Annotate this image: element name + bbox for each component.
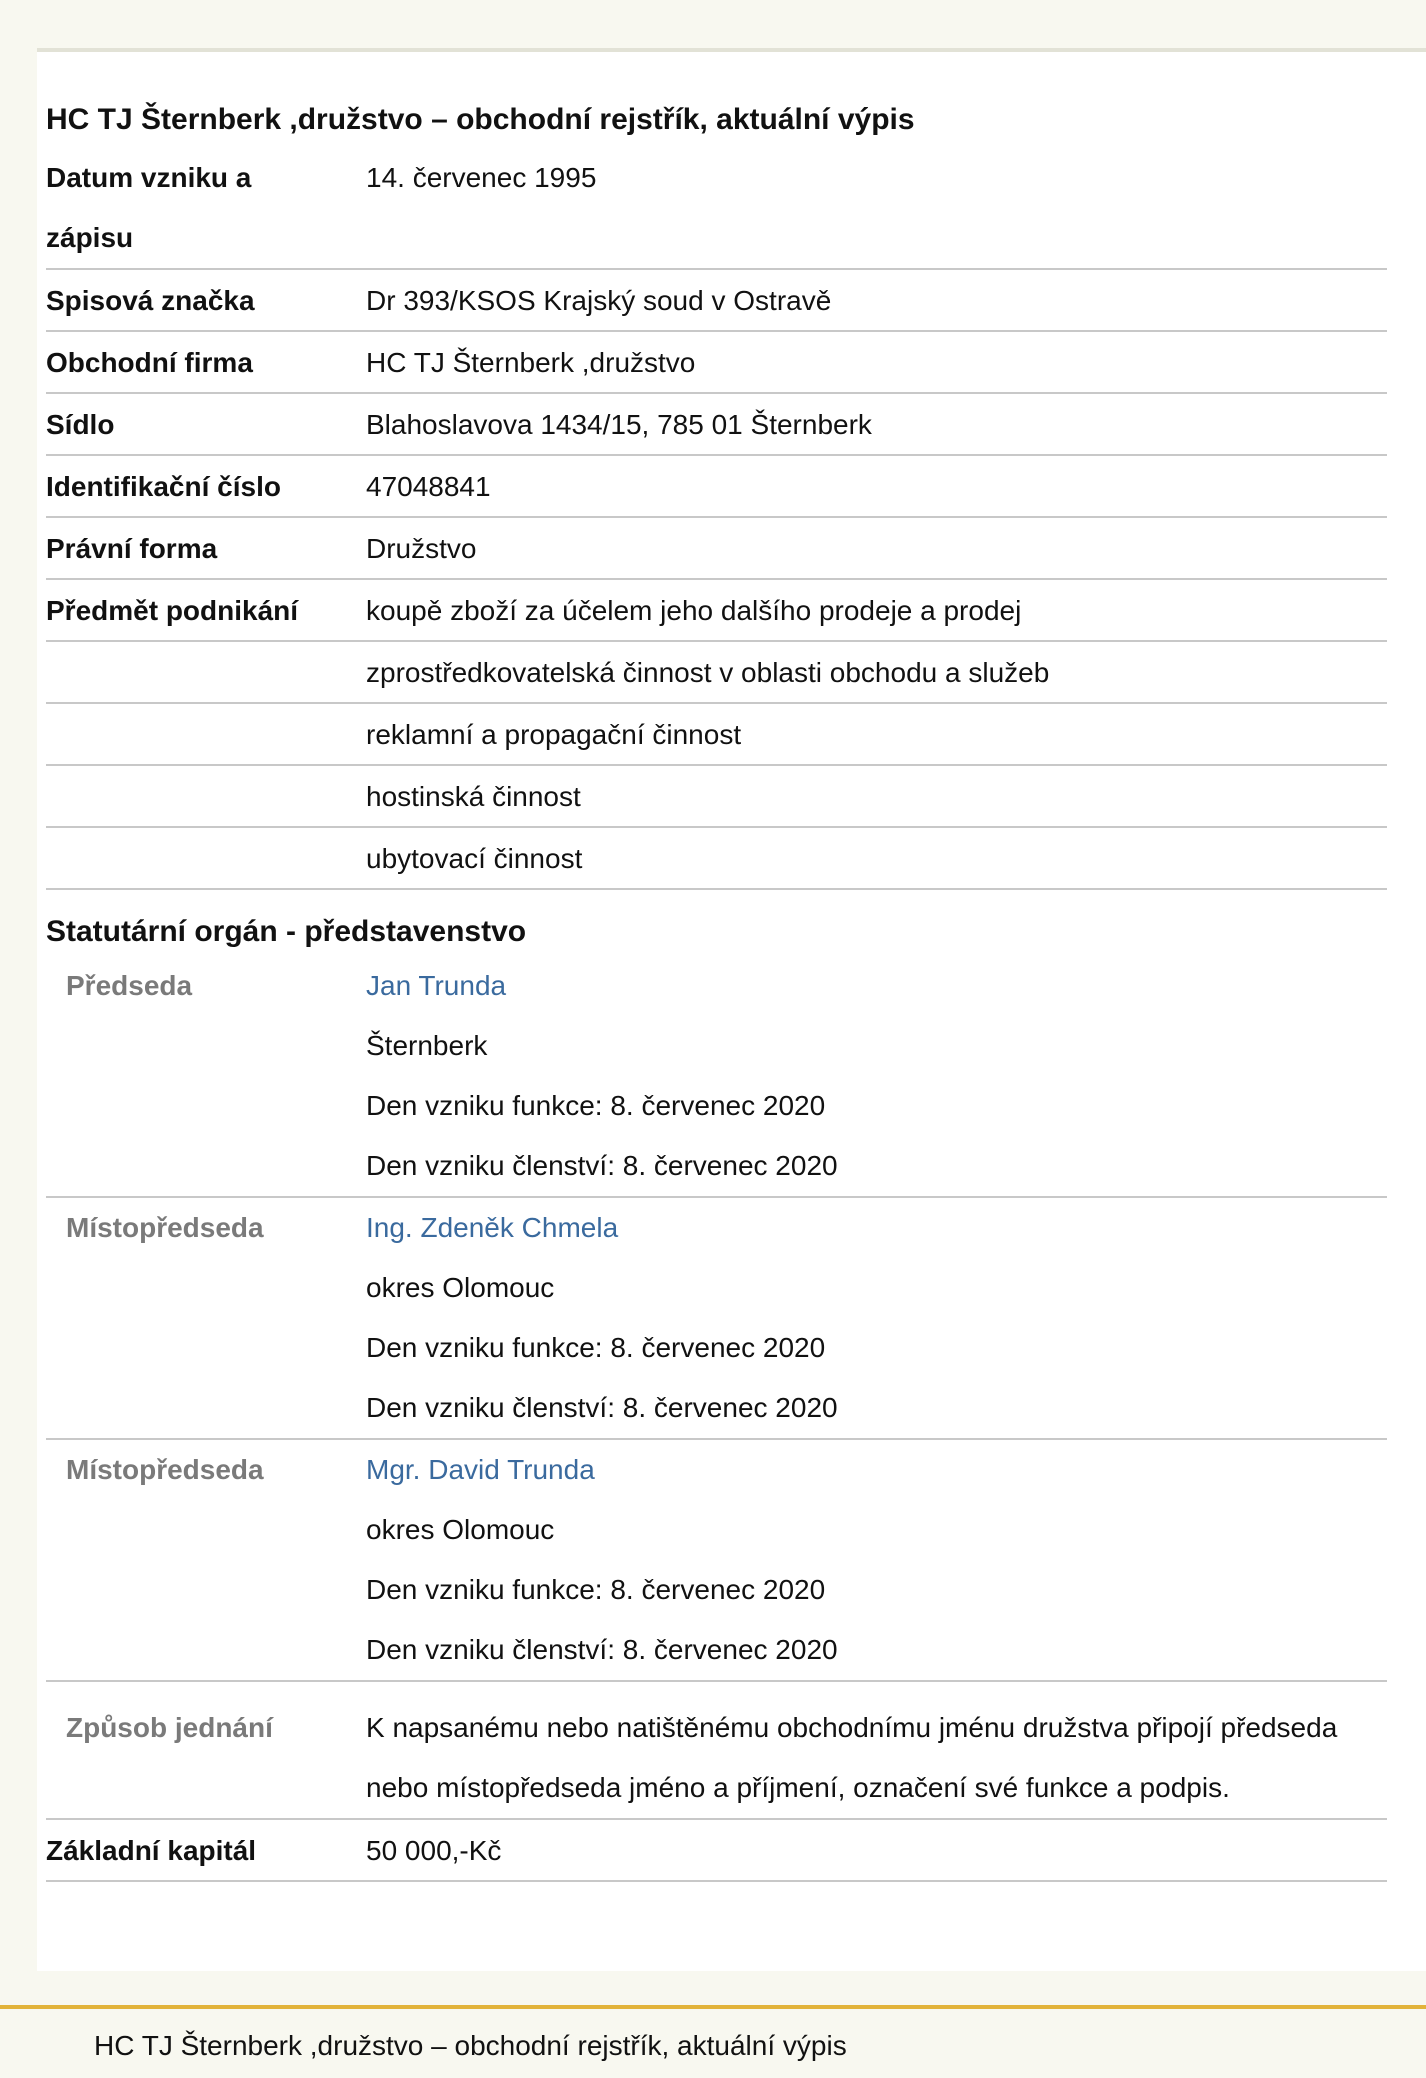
predmet-item: zprostředkovatelská činnost v oblasti obchodu a služeb bbox=[366, 657, 1050, 688]
record-card bbox=[37, 48, 1426, 1971]
label-sidlo: Sídlo bbox=[46, 409, 115, 440]
footer-title: HC TJ Šternberk ,družstvo – obchodní rejstřík, aktuální výpis bbox=[94, 2030, 847, 2061]
member-membership-date: Den vzniku členství: 8. červenec 2020 bbox=[366, 1150, 838, 1181]
value-zpusob-jednani: K napsanému nebo natištěnému obchodnímu jménu družstva připojí předseda nebo místopředseda jméno a příjmení, označení své funkce a podpis. bbox=[366, 1712, 1338, 1803]
member-place: Šternberk bbox=[366, 1030, 488, 1061]
member-place: okres Olomouc bbox=[366, 1272, 555, 1303]
member-place: okres Olomouc bbox=[366, 1514, 555, 1545]
row-datum-vzniku bbox=[46, 144, 1387, 270]
value-pravni-forma: Družstvo bbox=[366, 533, 477, 564]
member-name-link[interactable]: Mgr. David Trunda bbox=[366, 1454, 595, 1485]
predmet-item: koupě zboží za účelem jeho dalšího prodeje a prodej bbox=[366, 595, 1022, 626]
row-obchodni-firma bbox=[46, 332, 1387, 394]
value-spisova-znacka: Dr 393/KSOS Krajský soud v Ostravě bbox=[366, 285, 832, 316]
page-title: HC TJ Šternberk ,družstvo – obchodní rejstřík, aktuální výpis bbox=[46, 103, 915, 136]
label-spisova-znacka: Spisová značka bbox=[46, 285, 255, 316]
member-mistopredseda-1 bbox=[46, 1198, 1387, 1440]
row-predmet-3 bbox=[46, 704, 1387, 766]
row-spisova-znacka bbox=[46, 270, 1387, 332]
predmet-item: hostinská činnost bbox=[366, 781, 581, 812]
value-zakladni-kapital: 50 000,-Kč bbox=[366, 1835, 502, 1866]
label-ico: Identifikační číslo bbox=[46, 471, 281, 502]
member-role: Místopředseda bbox=[66, 1454, 264, 1485]
member-predseda bbox=[46, 956, 1387, 1198]
label-zpusob-jednani: Způsob jednání bbox=[66, 1712, 273, 1743]
value-ico: 47048841 bbox=[366, 471, 491, 502]
row-predmet-1 bbox=[46, 580, 1387, 642]
row-pravni-forma bbox=[46, 518, 1387, 580]
row-zakladni-kapital bbox=[46, 1820, 1387, 1882]
member-function-date: Den vzniku funkce: 8. červenec 2020 bbox=[366, 1090, 826, 1121]
member-function-date: Den vzniku funkce: 8. červenec 2020 bbox=[366, 1574, 826, 1605]
member-membership-date: Den vzniku členství: 8. červenec 2020 bbox=[366, 1634, 838, 1665]
member-role: Předseda bbox=[66, 970, 193, 1001]
label-pravni-forma: Právní forma bbox=[46, 533, 218, 564]
value-datum-vzniku: 14. červenec 1995 bbox=[366, 162, 597, 193]
record-content bbox=[46, 96, 1387, 1882]
member-function-date: Den vzniku funkce: 8. červenec 2020 bbox=[366, 1332, 826, 1363]
row-predmet-5 bbox=[46, 828, 1387, 890]
member-membership-date: Den vzniku členství: 8. červenec 2020 bbox=[366, 1392, 838, 1423]
predmet-item: ubytovací činnost bbox=[366, 843, 583, 874]
row-sidlo bbox=[46, 394, 1387, 456]
predmet-item: reklamní a propagační činnost bbox=[366, 719, 742, 750]
value-obchodni-firma: HC TJ Šternberk ,družstvo bbox=[366, 347, 696, 378]
member-role: Místopředseda bbox=[66, 1212, 264, 1243]
row-predmet-2 bbox=[46, 642, 1387, 704]
label-datum-vzniku: Datum vzniku a zápisu bbox=[46, 162, 252, 253]
row-zpusob-jednani bbox=[46, 1682, 1387, 1820]
statutar-title: Statutární orgán - představenstvo bbox=[46, 915, 527, 948]
value-sidlo: Blahoslavova 1434/15, 785 01 Šternberk bbox=[366, 409, 872, 440]
label-predmet-podnikani: Předmět podnikání bbox=[46, 595, 299, 626]
label-zakladni-kapital: Základní kapitál bbox=[46, 1835, 257, 1866]
footer-divider bbox=[0, 2005, 1426, 2009]
member-mistopredseda-2 bbox=[46, 1440, 1387, 1682]
row-predmet-4 bbox=[46, 766, 1387, 828]
member-name-link[interactable]: Jan Trunda bbox=[366, 970, 507, 1001]
label-obchodni-firma: Obchodní firma bbox=[46, 347, 253, 378]
row-ico bbox=[46, 456, 1387, 518]
member-name-link[interactable]: Ing. Zdeněk Chmela bbox=[366, 1212, 619, 1243]
